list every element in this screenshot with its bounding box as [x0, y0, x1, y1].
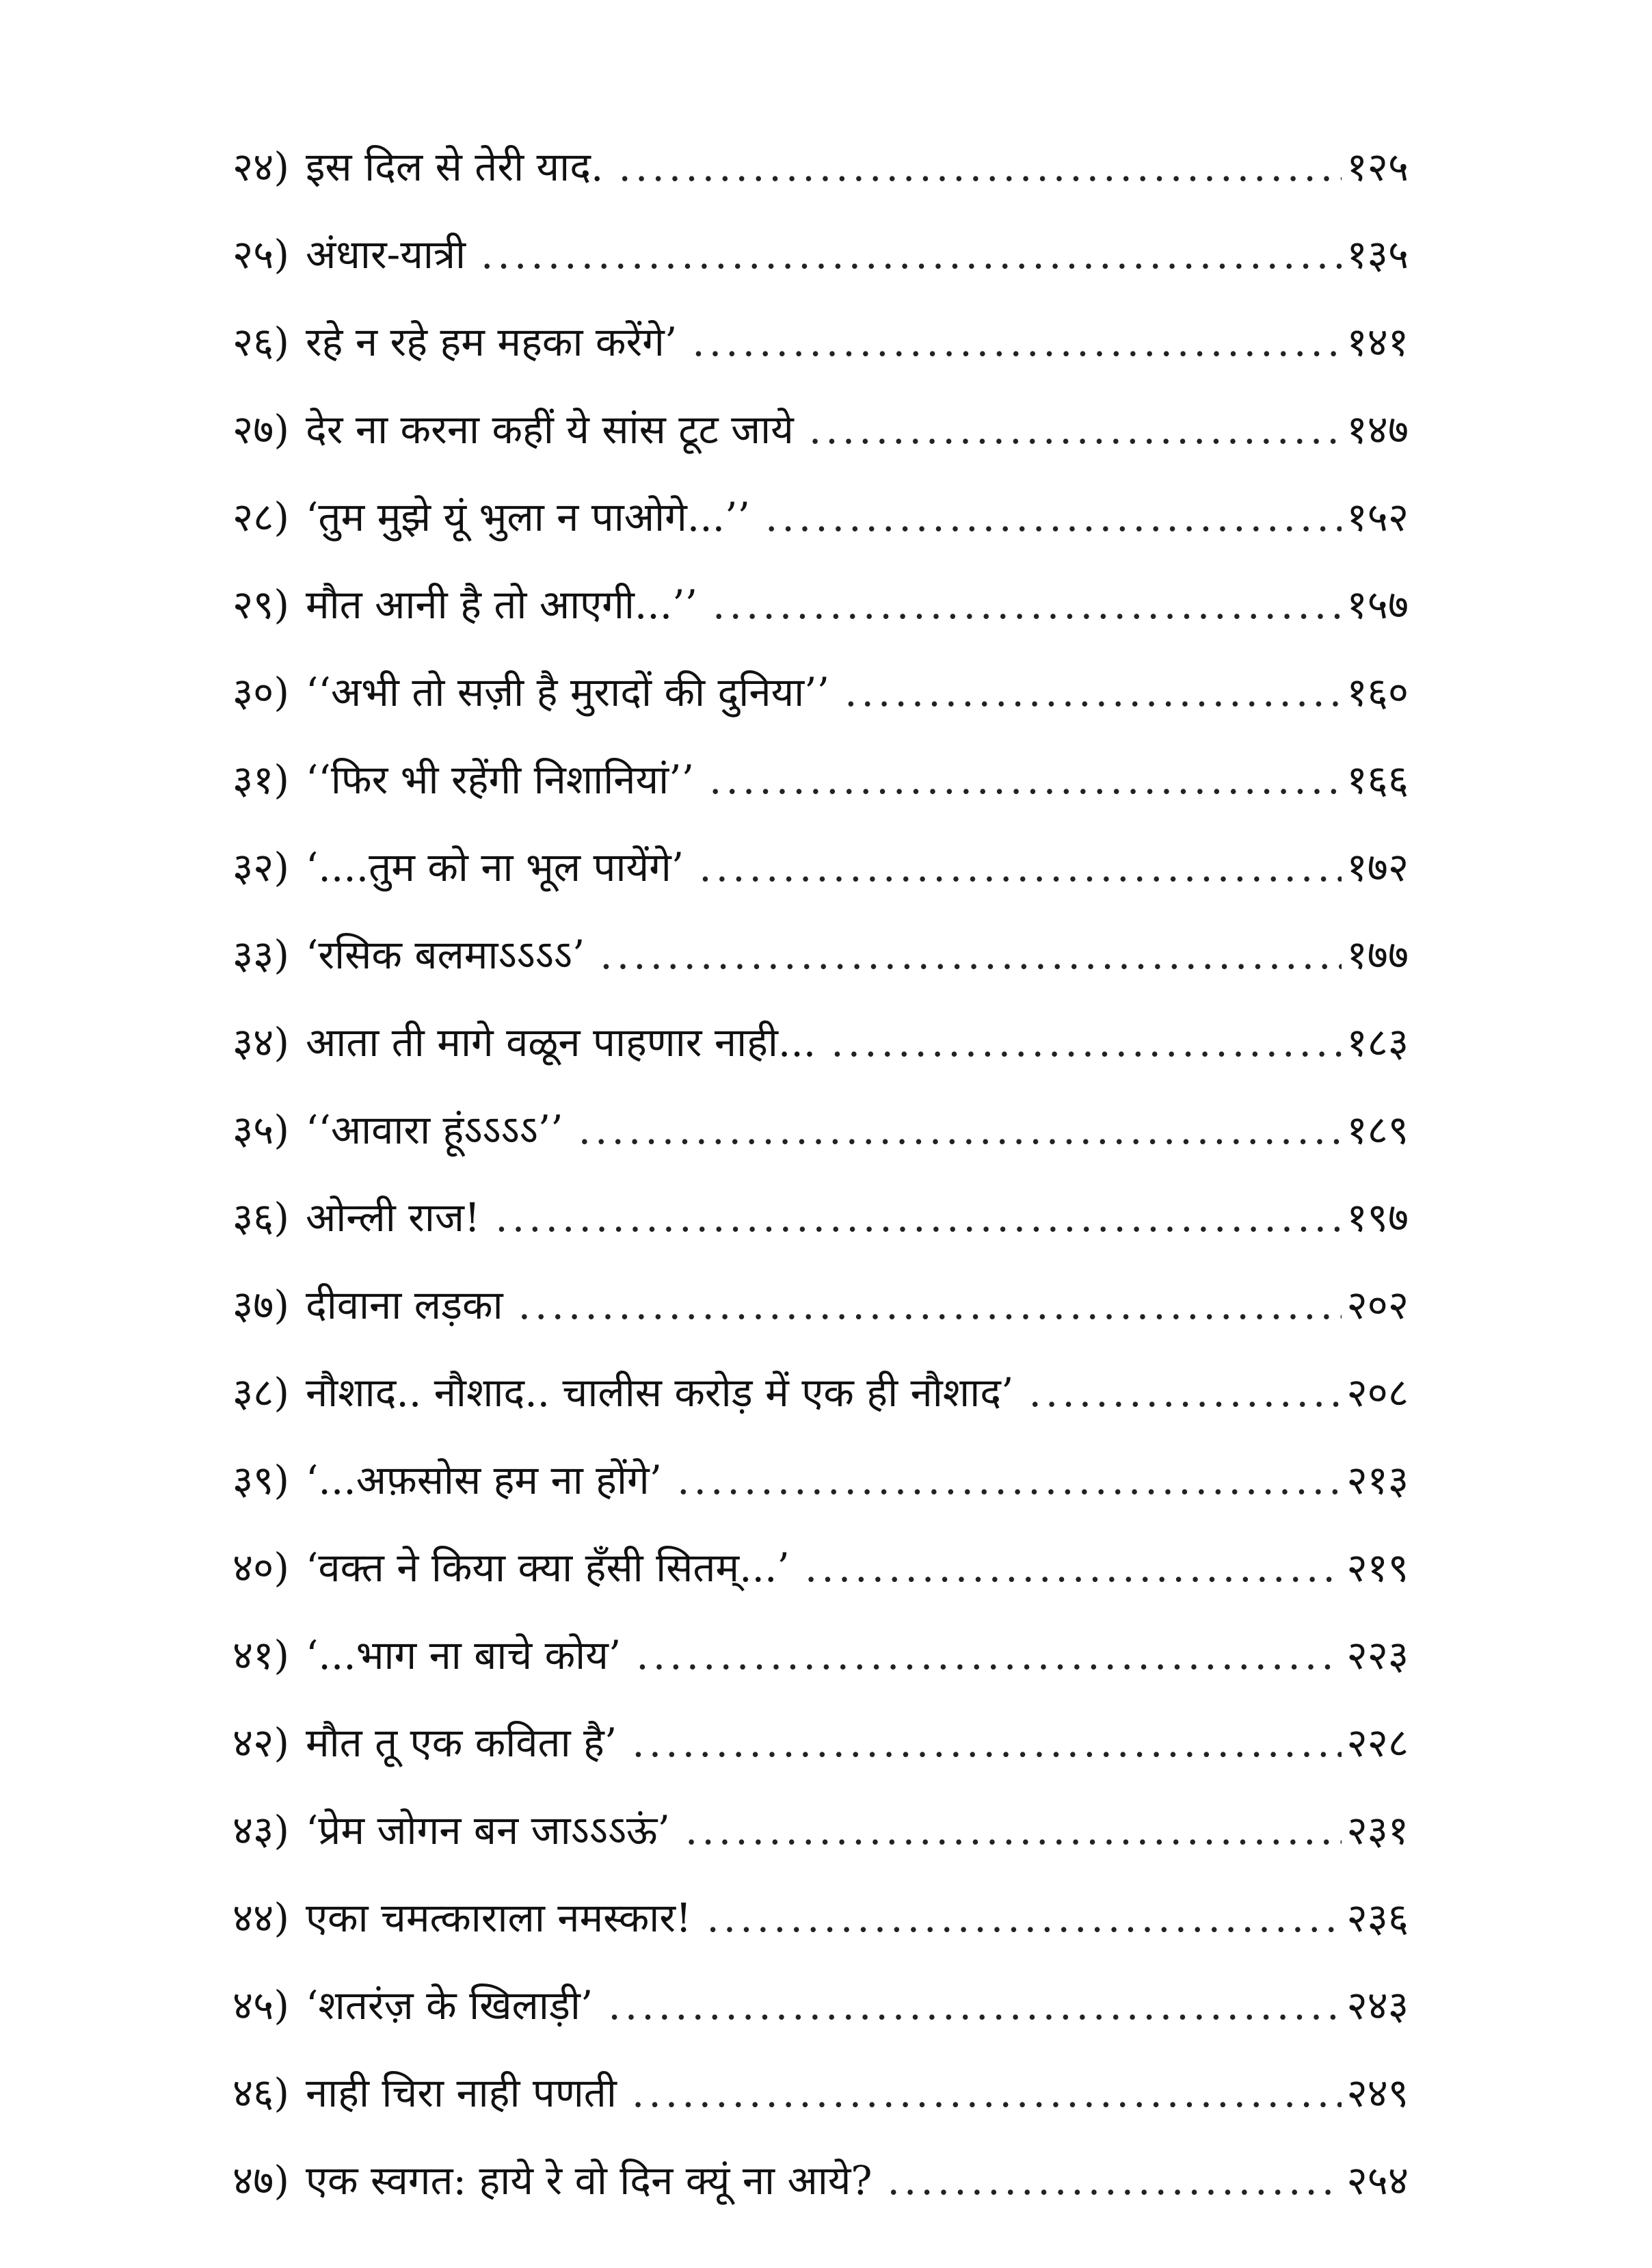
- toc-entry-title: दीवाना लड़का: [305, 1282, 503, 1328]
- toc-entry-title: ‘‘अभी तो सज़ी है मुरादों की दुनिया’’: [305, 669, 830, 715]
- dot-leader: [765, 473, 1342, 561]
- toc-entry[interactable]: [232, 999, 1409, 1086]
- toc-entry-title: अंधार-यात्री: [305, 231, 466, 278]
- toc-entry-title: नाही चिरा नाही पणती: [305, 2070, 617, 2116]
- toc-entry-number: ४१): [232, 1632, 289, 1678]
- toc-entry-number: ४५): [232, 1982, 289, 2029]
- toc-entry-title: ‘...अफ़सोस हम ना होंगे’: [305, 1457, 663, 1503]
- toc-entry-page: २३६: [1346, 1895, 1409, 1941]
- toc-entry[interactable]: [232, 2137, 1409, 2224]
- toc-entry-title: मौत आनी है तो आएगी...’’: [305, 581, 698, 628]
- toc-entry[interactable]: [232, 1174, 1409, 1261]
- toc-entry-number: २५): [232, 231, 289, 278]
- toc-entry-number: २४): [232, 144, 289, 190]
- dot-leader: [1028, 1349, 1341, 1436]
- toc-entry-page: १७२: [1346, 844, 1409, 891]
- toc-entry-number: २६): [232, 319, 289, 365]
- toc-entry-title: रहे न रहे हम महका करेंगे’: [305, 319, 678, 365]
- toc-entry-title: ‘‘आवारा हूंऽऽऽऽ’’: [305, 1107, 563, 1153]
- toc-entry-page: १४७: [1346, 406, 1409, 453]
- toc-entry[interactable]: [232, 1611, 1409, 1699]
- toc-entry[interactable]: [232, 1349, 1409, 1436]
- toc-entry-number: ४२): [232, 1719, 289, 1766]
- toc-entry-number: ३४): [232, 1019, 289, 1066]
- toc-entry-number: २८): [232, 494, 289, 540]
- toc-entry[interactable]: [232, 473, 1409, 561]
- toc-entry-number: ३९): [232, 1457, 289, 1503]
- toc-entry-number: ३१): [232, 756, 289, 803]
- toc-entry[interactable]: [232, 386, 1409, 473]
- toc-entry-number: ३७): [232, 1282, 289, 1328]
- toc-entry-number: ३२): [232, 844, 289, 891]
- toc-entry-title: ‘तुम मुझे यूं भुला न पाओगे...’’: [305, 494, 750, 540]
- toc-entry-page: २१९: [1346, 1544, 1409, 1591]
- toc-entry-page: १८३: [1346, 1019, 1409, 1066]
- toc-entry[interactable]: [232, 1786, 1409, 1874]
- toc-entry-page: २१३: [1346, 1457, 1409, 1503]
- toc-entry-page: १६६: [1346, 756, 1409, 803]
- toc-entry-number: २९): [232, 581, 289, 628]
- toc-entry-title: ‘...भाग ना बाचे कोय’: [305, 1632, 622, 1678]
- toc-entry-page: १८९: [1346, 1107, 1409, 1153]
- toc-entry-title: ‘....तुम को ना भूल पायेंगे’: [305, 844, 684, 891]
- dot-leader: [809, 386, 1342, 473]
- dot-leader: [692, 298, 1341, 386]
- toc-entry-number: ३३): [232, 932, 289, 978]
- toc-entry[interactable]: [232, 123, 1409, 211]
- dot-leader: [677, 1436, 1341, 1524]
- toc-entry-title: आता ती मागे वळून पाहणार नाही...: [305, 1019, 816, 1066]
- dot-leader: [706, 1874, 1341, 1962]
- dot-leader: [805, 1524, 1342, 1611]
- toc-entry-title: देर ना करना कहीं ये सांस टूट जाये: [305, 406, 794, 453]
- toc-entry-number: ३८): [232, 1369, 289, 1416]
- toc-entry-number: ४३): [232, 1807, 289, 1854]
- toc-entry[interactable]: [232, 2049, 1409, 2137]
- dot-leader: [844, 648, 1341, 736]
- toc-entry[interactable]: [232, 211, 1409, 298]
- toc-entry[interactable]: [232, 911, 1409, 999]
- dot-leader: [495, 1174, 1341, 1261]
- dot-leader: [518, 1261, 1342, 1349]
- toc-entry-page: २४९: [1346, 2070, 1409, 2116]
- dot-leader: [685, 1786, 1342, 1874]
- toc-entry-title: नौशाद.. नौशाद.. चालीस करोड़ में एक ही नौशाद’: [305, 1369, 1014, 1416]
- toc-entry-page: २२३: [1346, 1632, 1409, 1678]
- dot-leader: [699, 823, 1341, 911]
- toc-entry[interactable]: [232, 1874, 1409, 1962]
- toc-entry-number: ४४): [232, 1895, 289, 1941]
- toc-entry-number: २७): [232, 406, 289, 453]
- table-of-contents: [232, 123, 1409, 2224]
- dot-leader: [578, 1086, 1342, 1174]
- toc-entry-number: ४७): [232, 2157, 289, 2204]
- toc-entry-page: १५७: [1346, 581, 1409, 628]
- toc-entry[interactable]: [232, 1699, 1409, 1786]
- toc-entry[interactable]: [232, 1962, 1409, 2049]
- toc-entry-title: ‘शतरंज़ के खिलाड़ी’: [305, 1982, 594, 2029]
- dot-leader: [600, 911, 1341, 999]
- toc-entry-number: ४६): [232, 2070, 289, 2116]
- toc-entry[interactable]: [232, 1436, 1409, 1524]
- toc-entry-title: ‘‘फिर भी रहेंगी निशानियां’’: [305, 756, 695, 803]
- toc-entry-number: ३५): [232, 1107, 289, 1153]
- toc-entry-number: ३०): [232, 669, 289, 715]
- dot-leader: [618, 123, 1341, 211]
- toc-entry-page: १६०: [1346, 669, 1409, 715]
- toc-entry[interactable]: [232, 561, 1409, 648]
- toc-entry[interactable]: [232, 1524, 1409, 1611]
- toc-entry[interactable]: [232, 648, 1409, 736]
- dot-leader: [632, 1699, 1341, 1786]
- dot-leader: [481, 211, 1342, 298]
- toc-entry[interactable]: [232, 298, 1409, 386]
- toc-entry-page: १३५: [1346, 231, 1409, 278]
- dot-leader: [636, 1611, 1341, 1699]
- toc-entry-title: इस दिल से तेरी याद.: [305, 144, 604, 190]
- dot-leader: [709, 736, 1342, 823]
- toc-entry[interactable]: [232, 823, 1409, 911]
- toc-entry-page: १४१: [1346, 319, 1409, 365]
- dot-leader: [888, 2137, 1342, 2224]
- dot-leader: [831, 999, 1341, 1086]
- toc-entry-page: १५२: [1346, 494, 1409, 540]
- toc-entry-title: एका चमत्काराला नमस्कार!: [305, 1895, 692, 1941]
- toc-entry-page: २०८: [1346, 1369, 1409, 1416]
- toc-entry-title: ओन्ली राज!: [305, 1194, 481, 1241]
- toc-entry-title: ‘रसिक बलमाऽऽऽऽ’: [305, 932, 585, 978]
- toc-entry-page: २३१: [1346, 1807, 1409, 1854]
- toc-entry[interactable]: [232, 1261, 1409, 1349]
- toc-entry-page: १२५: [1346, 144, 1409, 190]
- toc-entry-title: मौत तू एक कविता है’: [305, 1719, 617, 1766]
- toc-entry-page: १९७: [1346, 1194, 1409, 1241]
- toc-entry[interactable]: [232, 736, 1409, 823]
- toc-entry-title: ‘प्रेम जोगन बन जाऽऽऽऊं’: [305, 1807, 670, 1854]
- toc-entry-page: १७७: [1346, 932, 1409, 978]
- toc-entry-number: ४०): [232, 1544, 289, 1591]
- toc-entry[interactable]: [232, 1086, 1409, 1174]
- toc-entry-title: ‘वक्त ने किया क्या हँसी सितम्...’: [305, 1544, 790, 1591]
- dot-leader: [712, 561, 1341, 648]
- toc-entry-page: २२८: [1346, 1719, 1409, 1766]
- toc-entry-number: ३६): [232, 1194, 289, 1241]
- toc-entry-page: २०२: [1346, 1282, 1409, 1328]
- dot-leader: [632, 2049, 1342, 2137]
- toc-entry-page: २५४: [1346, 2157, 1409, 2204]
- dot-leader: [608, 1962, 1341, 2049]
- toc-entry-title: एक स्वगत: हाये रे वो दिन क्यूं ना आये?: [305, 2157, 872, 2204]
- toc-entry-page: २४३: [1346, 1982, 1409, 2029]
